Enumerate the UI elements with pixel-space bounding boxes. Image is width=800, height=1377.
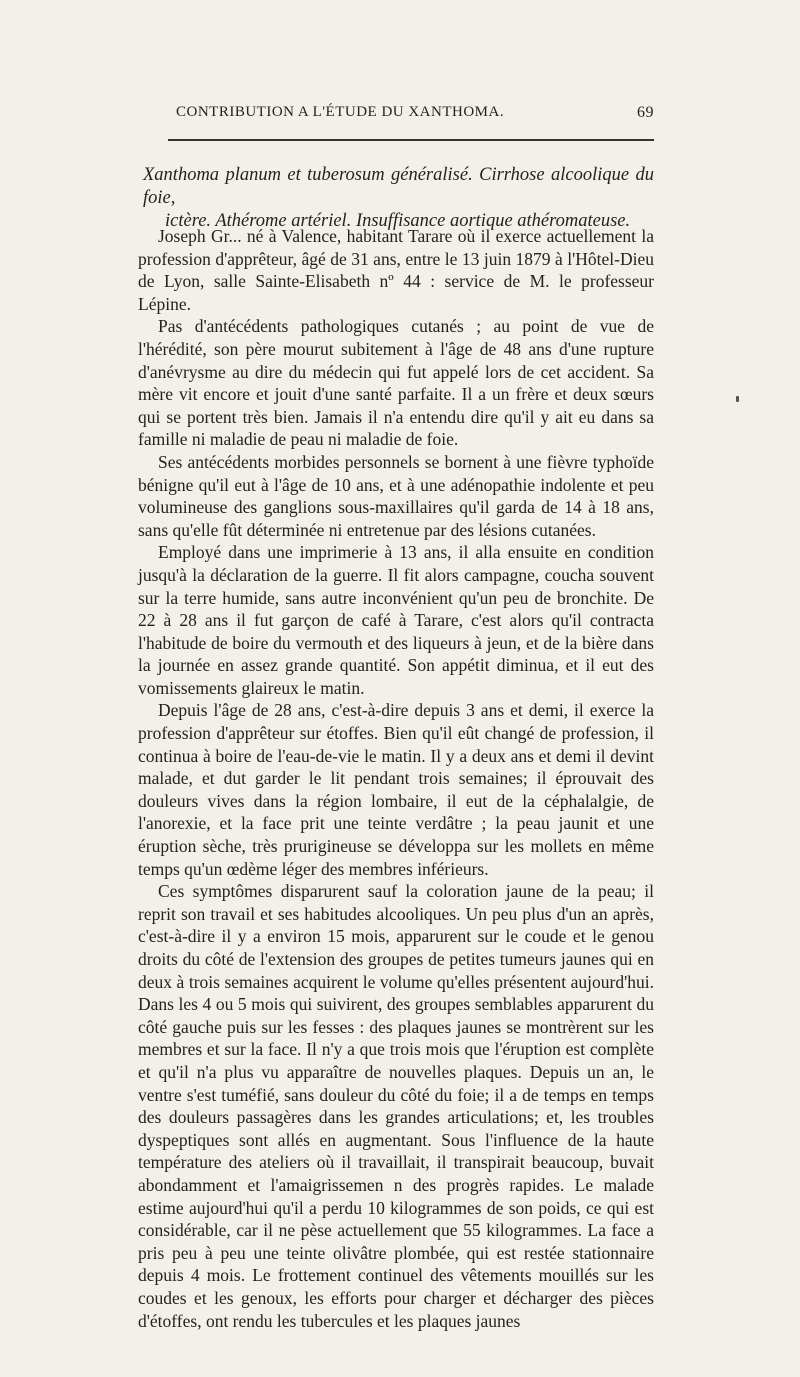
case-title-line-2: ictère. Athérome artériel. Insuffisance aortique athéromateuse.	[165, 211, 631, 231]
running-head	[168, 104, 654, 126]
paragraph-onset-of-illness: Depuis l'âge de 28 ans, c'est-à-dire depuis 3 ans et demi, il exerce la profession d'apprêteur sur étoffes. Bien qu'il eût changé de profession, il continua à boire de l'eau-de-vie le matin. Il y a deux ans et demi il devint malade, et dut garder le lit pendant trois semaines; il éprouvait des douleurs vives dans la région lombaire, il eut de la céphalalgie, de l'anorexie, et la face prit une teinte verdâtre ; la peau jaunit et une éruption sèche, très prurigineuse se développa sur les mollets en même temps qu'un œdème léger des membres inférieurs.	[138, 700, 654, 879]
running-title: CONTRIBUTION A L'ÉTUDE DU XANTHOMA.	[176, 104, 505, 120]
header-rule	[168, 139, 654, 141]
paragraph-patient-identity: Joseph Gr... né à Valence, habitant Tarare où il exerce actuellement la profession d'apprêteur, âgé de 31 ans, entre le 13 juin 1879 à l'Hôtel-Dieu de Lyon, salle Sainte-Elisabeth nº 44 : service de M. le professeur Lépine.	[138, 226, 654, 314]
paragraph-family-history: Pas d'antécédents pathologiques cutanés ; au point de vue de l'hérédité, son père mourut subitement à l'âge de 48 ans d'une rupture d'anévrysme au dire du médecin qui fut appelé lors de cet accident. Sa mère vit encore et jouit d'une santé parfaite. Il a un frère et deux sœurs qui se portent très bien. Jamais il n'a entendu dire qu'il y ait eu dans sa famille ni maladie de peau ni maladie de foie.	[138, 316, 654, 450]
body-text	[138, 225, 654, 1332]
paragraph-personal-history: Ses antécédents morbides personnels se bornent à une fièvre typhoïde bénigne qu'il eut à l'âge de 10 ans, et à une adénopathie indolente et peu volumineuse des ganglions sous-maxillaires qu'il garda de 14 à 18 ans, sans qu'elle fût déterminée ni entretenue par des lésions cutanées.	[138, 451, 654, 540]
paragraph-xanthoma-eruption: Ces symptômes disparurent sauf la coloration jaune de la peau; il reprit son travail et ses habitudes alcooliques. Un peu plus d'un an après, c'est-à-dire il y a environ 15 mois, apparurent sur le coude et le genou droits du côté de l'extension des groupes de petites tumeurs jaunes qui en deux à trois semaines acquirent le volume qu'elles présentent aujourd'hui. Dans les 4 ou 5 mois qui suivirent, des groupes semblables apparurent du côté gauche puis sur les fesses : des plaques jaunes se montrèrent sur les membres et sur la face. Il n'y a que trois mois que l'éruption est complète et qu'il n'a plus vu apparaître de nouvelles plaques. Depuis un an, le ventre s'est tuméfié, sans douleur du côté du foie; il a de temps en temps des douleurs passagères dans les grandes articulations; et, les troubles dyspeptiques sont allés en augmentant. Sous l'influence de la haute température des ateliers où il travaillait, il transpirait beaucoup, buvait abondamment et l'amaigrissemen n des progrès rapides. Le malade estime aujourd'hui qu'il a perdu 10 kilogrammes de son poids, ce qui est considérable, car il ne pèse actuellement que 55 kilogrammes. La face a pris peu à peu une teinte olivâtre plombée, qui est restée stationnaire depuis 4 mois. Le frottement continuel des vêtements mouillés sur les coudes et les genoux, les efforts pour charger et décharger des pièces d'étoffes, ont rendu les tubercules et les plaques jaunes	[138, 881, 654, 1331]
page-number: 69	[637, 104, 654, 121]
paragraph-occupation-history: Employé dans une imprimerie à 13 ans, il alla ensuite en condition jusqu'à la déclaration de la guerre. Il fit alors campagne, coucha souvent sur la terre humide, sans autre inconvénient qu'un peu de bronchite. De 22 à 28 ans il fut garçon de café à Tarare, c'est alors qu'il contracta l'habitude de boire du vermouth et des liqueurs à jeun, et de la bière dans la journée en assez grande quantité. Son appétit diminua, et il eut des vomissements glaireux le matin.	[138, 542, 654, 698]
case-title	[143, 164, 654, 233]
margin-mark	[736, 396, 739, 402]
case-title-line-1: Xanthoma planum et tuberosum généralisé. Cirrhose alcoolique du foie,	[143, 165, 654, 208]
